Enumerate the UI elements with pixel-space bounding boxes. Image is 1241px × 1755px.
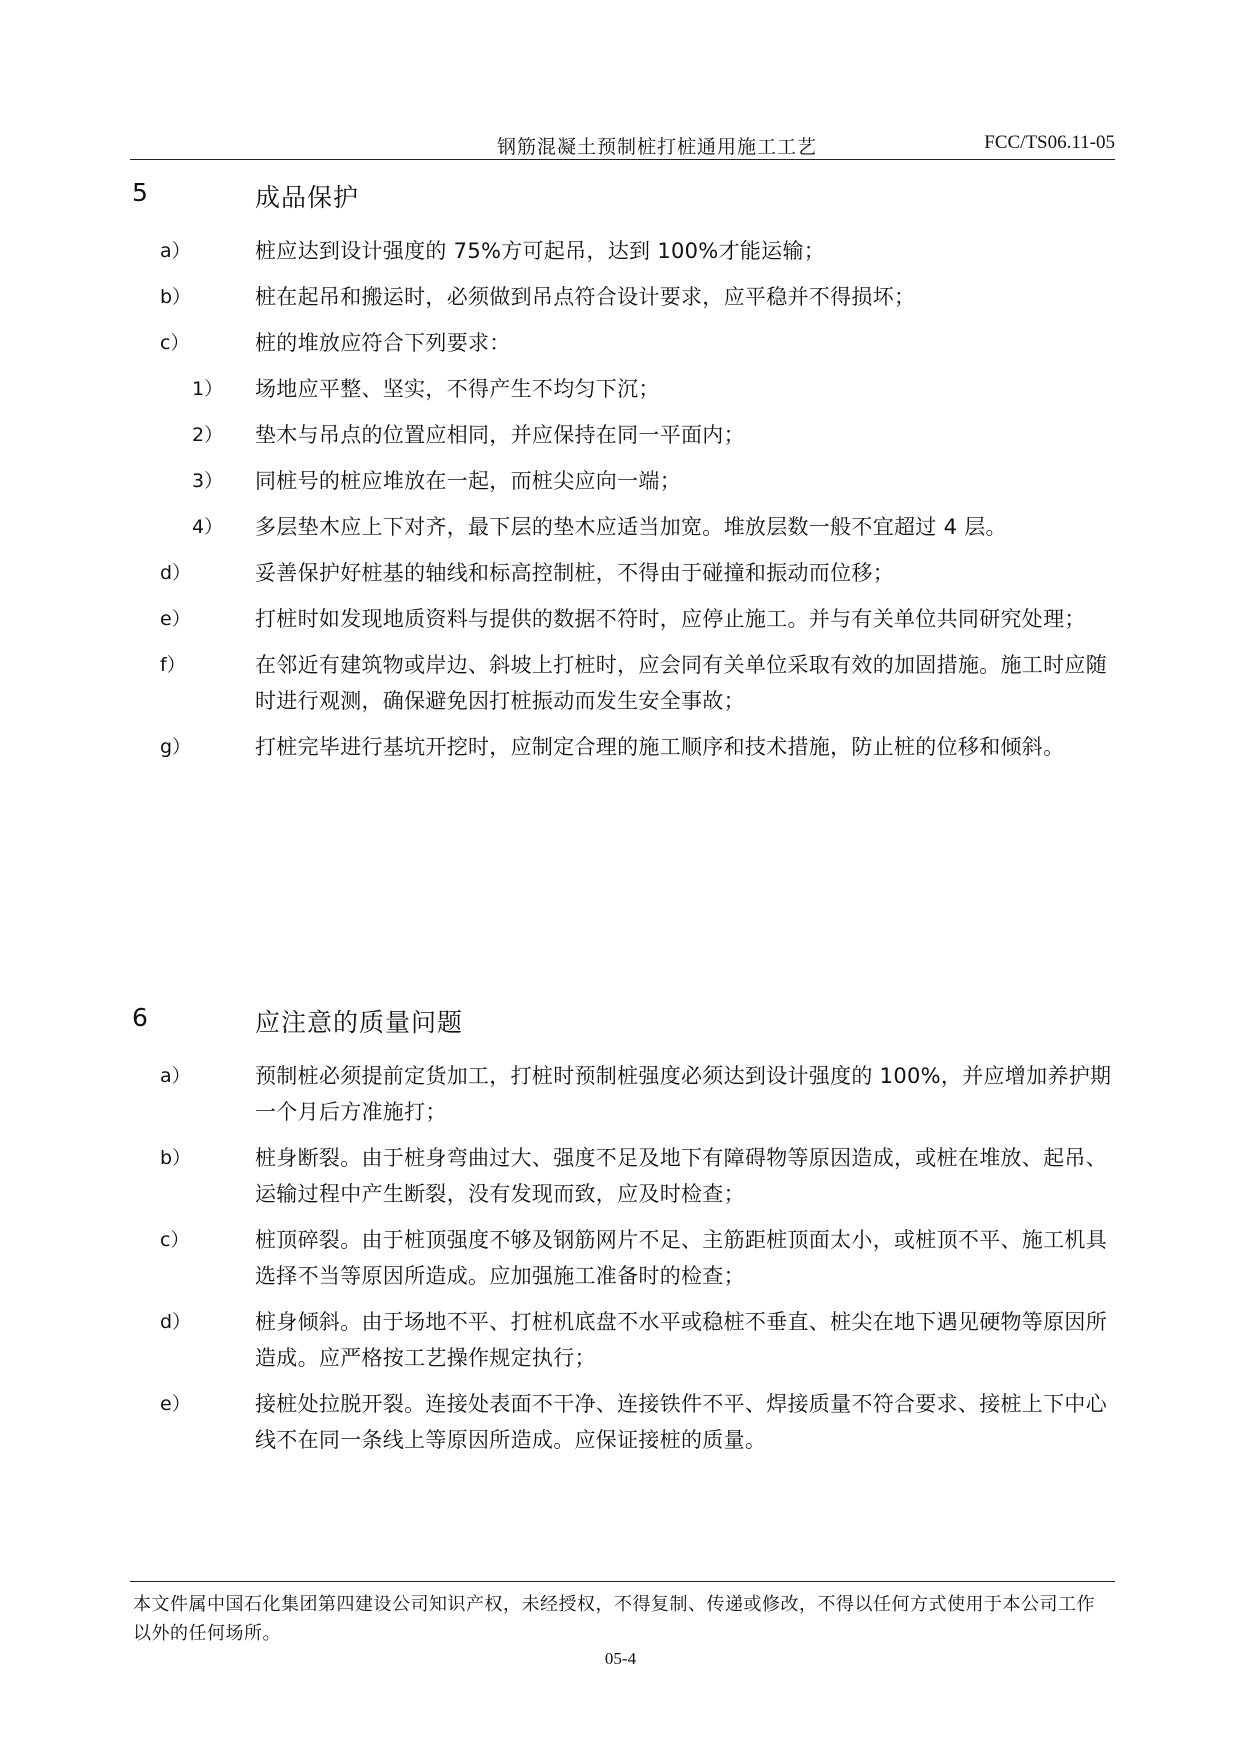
list-item [130, 555, 1120, 591]
copyright-notice: 本文件属中国石化集团第四建设公司知识产权，未经授权，不得复制、传递或修改，不得以任何方式使用于本公司工作以外的任何场所。 [133, 1594, 1095, 1644]
section-title: 应注意的质量问题 [255, 1008, 464, 1037]
item-text: 桩在起吊和搬运时，必须做到吊点符合设计要求，应平稳并不得损坏； [255, 285, 916, 309]
list-item [130, 279, 1120, 315]
section-5 [130, 178, 1120, 765]
section-6 [130, 1003, 1120, 1458]
item-label: 1） [192, 378, 224, 400]
item-label: a） [160, 240, 191, 262]
item-label: g） [160, 736, 192, 758]
section-heading [130, 178, 1120, 218]
item-text: 桩顶碎裂。由于桩顶强度不够及钢筋网片不足、主筋距桩顶面太小，或桩顶不平、施工机具选择不当等原因所造成。应加强施工准备时的检查； [255, 1228, 1107, 1288]
section-number: 5 [132, 178, 148, 207]
item-label: c） [160, 1229, 190, 1251]
item-label: 2） [192, 424, 224, 446]
item-text: 场地应平整、坚实，不得产生不均匀下沉； [255, 377, 660, 401]
footer-divider [130, 1581, 1115, 1582]
list-item [130, 1386, 1120, 1458]
item-text: 同桩号的桩应堆放在一起，而桩尖应向一端； [255, 469, 681, 493]
item-label: d） [160, 1311, 192, 1333]
sub-list-item [130, 463, 1120, 499]
sub-list-item [130, 371, 1120, 407]
item-label: 3） [192, 470, 224, 492]
list-item [130, 1058, 1120, 1130]
list-item [130, 325, 1120, 361]
item-label: e） [160, 1393, 191, 1415]
item-text: 打桩完毕进行基坑开挖时，应制定合理的施工顺序和技术措施，防止桩的位移和倾斜。 [255, 735, 1065, 759]
item-label: b） [160, 1147, 192, 1169]
item-label: b） [160, 286, 192, 308]
page-number: 05-4 [604, 1649, 637, 1668]
item-label: 4） [192, 516, 224, 538]
document-code: FCC/TS06.11-05 [984, 132, 1115, 153]
item-text: 桩身倾斜。由于场地不平、打桩机底盘不水平或稳桩不垂直、桩尖在地下遇见硬物等原因所造成。应严格按工艺操作规定执行； [255, 1310, 1107, 1370]
list-item [130, 1222, 1120, 1294]
item-text: 打桩时如发现地质资料与提供的数据不符时，应停止施工。并与有关单位共同研究处理； [255, 607, 1086, 631]
document-title: 钢筋混凝土预制桩打桩通用施工工艺 [496, 136, 817, 158]
item-text: 多层垫木应上下对齐，最下层的垫木应适当加宽。堆放层数一般不宜超过 4 层。 [255, 515, 1007, 539]
item-label: a） [160, 1065, 191, 1087]
list-item [130, 1140, 1120, 1212]
item-text: 妥善保护好桩基的轴线和标高控制桩，不得由于碰撞和振动而位移； [255, 561, 894, 585]
item-text: 桩的堆放应符合下列要求： [255, 331, 511, 355]
sub-list-item [130, 417, 1120, 453]
item-label: c） [160, 332, 190, 354]
item-text: 垫木与吊点的位置应相同，并应保持在同一平面内； [255, 423, 745, 447]
list-item [130, 233, 1120, 269]
item-label: d） [160, 562, 192, 584]
sub-list-item [130, 509, 1120, 545]
section-title: 成品保护 [255, 183, 360, 212]
section-heading [130, 1003, 1120, 1043]
item-label: f） [160, 654, 186, 676]
section-number: 6 [132, 1003, 148, 1032]
item-text: 桩应达到设计强度的 75%方可起吊，达到 100%才能运输； [255, 239, 826, 263]
item-text: 桩身断裂。由于桩身弯曲过大、强度不足及地下有障碍物等原因造成，或桩在堆放、起吊、运输过程中产生断裂，没有发现而致，应及时检查； [255, 1146, 1107, 1206]
item-text: 在邻近有建筑物或岸边、斜坡上打桩时，应会同有关单位采取有效的加固措施。施工时应随时进行观测，确保避免因打桩振动而发生安全事故； [255, 653, 1107, 713]
list-item [130, 729, 1120, 765]
item-text: 预制桩必须提前定货加工，打桩时预制桩强度必须达到设计强度的 100%，并应增加养护期一个月后方准施打； [255, 1064, 1112, 1124]
item-label: e） [160, 608, 191, 630]
item-text: 接桩处拉脱开裂。连接处表面不干净、连接铁件不平、焊接质量不符合要求、接桩上下中心线不在同一条线上等原因所造成。应保证接桩的质量。 [255, 1392, 1107, 1452]
list-item [130, 601, 1120, 637]
list-item [130, 647, 1120, 719]
list-item [130, 1304, 1120, 1376]
page-header [130, 129, 1115, 160]
